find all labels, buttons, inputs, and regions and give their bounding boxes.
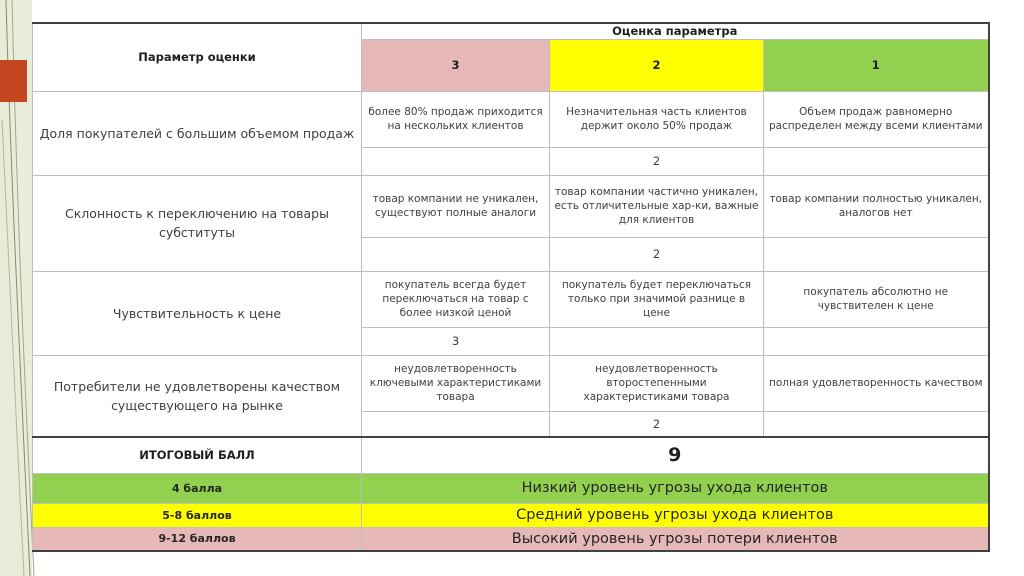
table-row: [33, 91, 989, 147]
score-cell-3: [362, 237, 550, 271]
criterion-2: покупатель будет переключаться только при значимой разнице в цене: [550, 271, 764, 327]
assessment-header: Оценка параметра: [362, 23, 989, 39]
level-label: 9-12 баллов: [33, 527, 362, 551]
score-cell-2: 2: [550, 411, 764, 437]
criterion-1: товар компании полностью уникален, аналогов нет: [764, 175, 989, 237]
level-row-medium: [33, 503, 989, 527]
score-cell-2: 2: [550, 147, 764, 175]
score-3-header: 3: [362, 39, 550, 91]
level-label: 5-8 баллов: [33, 503, 362, 527]
level-row-low: [33, 473, 989, 503]
criterion-1: полная удовлетворенность качеством: [764, 355, 989, 411]
table-row: [33, 271, 989, 327]
total-value: 9: [362, 437, 989, 473]
level-description: Низкий уровень угрозы ухода клиентов: [362, 473, 989, 503]
criterion-3: товар компании не уникален, существуют полные аналоги: [362, 175, 550, 237]
score-cell-2: [550, 327, 764, 355]
total-row: [33, 437, 989, 473]
criterion-3: более 80% продаж приходится на нескольких клиентов: [362, 91, 550, 147]
total-label: ИТОГОВЫЙ БАЛЛ: [33, 437, 362, 473]
param-name: Потребители не удовлетворены качеством существующего на рынке: [33, 355, 362, 437]
table-row: [33, 355, 989, 411]
level-row-high: [33, 527, 989, 551]
criterion-2: неудовлетворенность второстепенными характеристиками товара: [550, 355, 764, 411]
criterion-1: покупатель абсолютно не чувствителен к цене: [764, 271, 989, 327]
criterion-3: неудовлетворенность ключевыми характеристиками товара: [362, 355, 550, 411]
table-row: [33, 175, 989, 237]
score-cell-1: [764, 237, 989, 271]
criterion-3: покупатель всегда будет переключаться на товар с более низкой ценой: [362, 271, 550, 327]
score-cell-3: 3: [362, 327, 550, 355]
score-cell-1: [764, 327, 989, 355]
header-row-top: [33, 23, 989, 39]
score-cell-1: [764, 147, 989, 175]
param-column-header: Параметр оценки: [33, 23, 362, 91]
level-description: Высокий уровень угрозы потери клиентов: [362, 527, 989, 551]
param-name: Чувствительность к цене: [33, 271, 362, 355]
score-cell-3: [362, 147, 550, 175]
score-2-header: 2: [550, 39, 764, 91]
score-cell-2: 2: [550, 237, 764, 271]
param-name: Склонность к переключению на товары субституты: [33, 175, 362, 271]
score-cell-3: [362, 411, 550, 437]
criterion-2: Незначительная часть клиентов держит около 50% продаж: [550, 91, 764, 147]
level-label: 4 балла: [33, 473, 362, 503]
assessment-table: [32, 22, 990, 552]
score-cell-1: [764, 411, 989, 437]
criterion-1: Объем продаж равномерно распределен между всеми клиентами: [764, 91, 989, 147]
level-description: Средний уровень угрозы ухода клиентов: [362, 503, 989, 527]
score-1-header: 1: [764, 39, 989, 91]
param-name: Доля покупателей с большим объемом продаж: [33, 91, 362, 175]
criterion-2: товар компании частично уникален, есть отличительные хар-ки, важные для клиентов: [550, 175, 764, 237]
slide-accent-box: [0, 60, 27, 102]
